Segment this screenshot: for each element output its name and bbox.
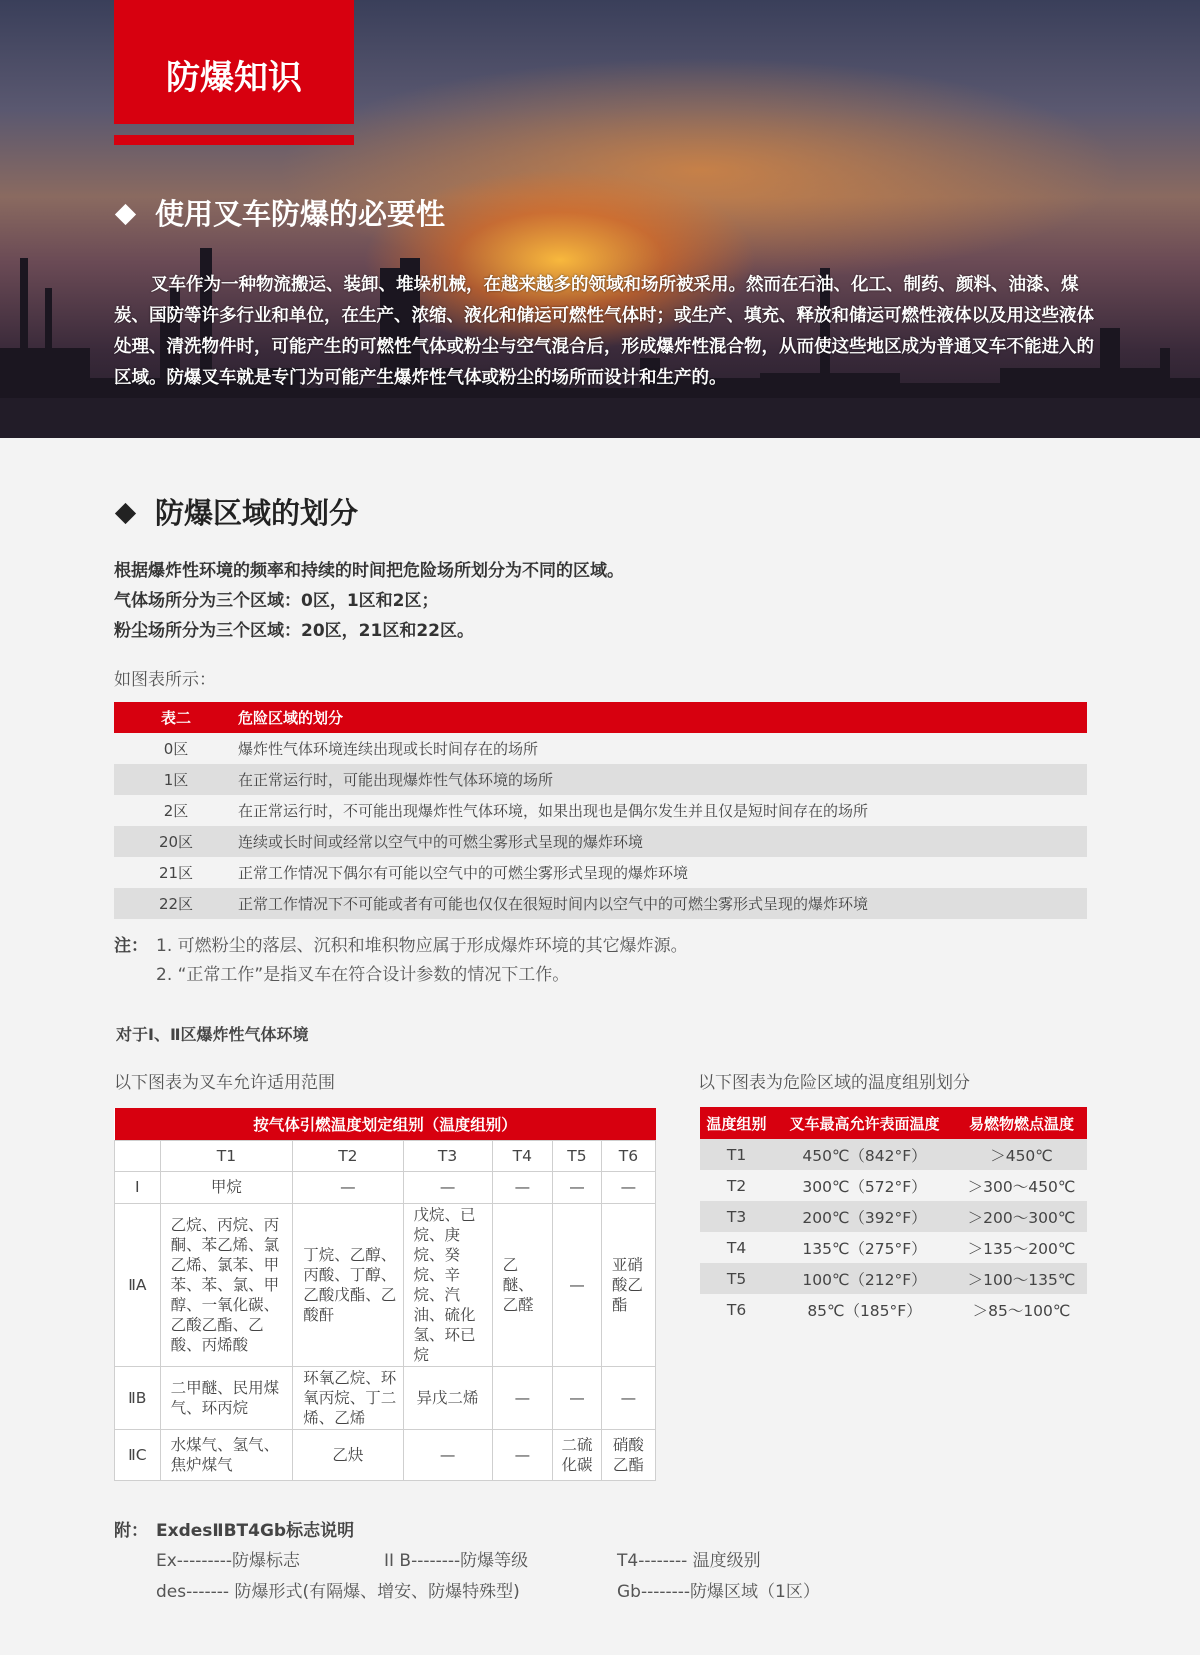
max-surface-temp: 450℃（842°F） xyxy=(773,1139,956,1170)
zone-table-row xyxy=(114,857,1087,888)
gas-substances: — xyxy=(601,1366,655,1429)
gas-substances: — xyxy=(553,1366,602,1429)
gas-group: ⅡC xyxy=(115,1429,161,1480)
banner-title-box xyxy=(114,0,354,124)
zone-table-row xyxy=(114,826,1087,857)
gas-table-column-header: T6 xyxy=(601,1140,655,1171)
temp-class: T3 xyxy=(700,1201,773,1232)
note-item: 1. 可燃粉尘的落层、沉积和堆积物应属于形成爆炸环境的其它爆炸源。 xyxy=(156,936,688,956)
appendix-item: Gb--------防爆区域（1区） xyxy=(617,1582,820,1602)
gas-substances: 丁烷、乙醇、丙酸、丁醇、乙酸戊酯、乙酸酐 xyxy=(293,1203,403,1366)
gas-group: Ⅰ xyxy=(115,1171,161,1203)
appendix-item: II B--------防爆等级 xyxy=(384,1551,529,1571)
temperature-class-table xyxy=(700,1107,1087,1325)
zone-table-row xyxy=(114,888,1087,919)
max-surface-temp: 100℃（212°F） xyxy=(773,1263,956,1294)
gas-table-title: 按气体引燃温度划定组别（温度组别） xyxy=(115,1108,656,1140)
gas-substances: 异戊二烯 xyxy=(403,1366,492,1429)
ignition-temp: ＞450℃ xyxy=(956,1139,1087,1170)
temp-class: T6 xyxy=(726,1300,747,1319)
gas-table-row xyxy=(115,1203,656,1366)
gas-substances: 环氧乙烷、环氧丙烷、丁二烯、乙烯 xyxy=(293,1366,403,1429)
gas-substances: — xyxy=(403,1429,492,1480)
temp-class: T5 xyxy=(700,1263,773,1294)
gas-substances: 乙烷、丙烷、丙酮、苯乙烯、氯乙烯、氯苯、甲苯、苯、氯、甲醇、一氧化碳、乙酸乙酯、乙酸、丙烯酸 xyxy=(160,1203,293,1366)
gas-substances: — xyxy=(492,1171,552,1203)
gas-table-row xyxy=(115,1171,656,1203)
gas-group-table xyxy=(114,1108,656,1481)
max-surface-temp: 85℃（185°F） xyxy=(807,1301,922,1320)
gas-substances: 二硫化碳 xyxy=(553,1429,602,1480)
hero-banner xyxy=(0,0,1200,438)
gas-group: ⅡA xyxy=(115,1203,161,1366)
diamond-bullet-icon xyxy=(115,203,136,224)
notes-label: 注： xyxy=(114,936,148,956)
gas-substances: 乙醚、乙醛 xyxy=(492,1203,552,1366)
intro-paragraph: 叉车作为一种物流搬运、装卸、堆垛机械，在越来越多的领域和场所被采用。然而在石油、化工、制药、颜料、油漆、煤炭、国防等许多行业和单位，在生产、浓缩、液化和储运可燃性气体时；或生产、填充、释放和储运可燃性液体以及用这些液体处理、清洗物件时，可能产生的可燃性气体或粉尘与空气混合后，形成爆炸性混合物，从而使这些地区成为普通叉车不能进入的区域。防爆叉车就是专门为可能产生爆炸性气体或粉尘的场所而设计和生产的。 xyxy=(114,275,1094,388)
gas-table-column-header: T1 xyxy=(160,1140,293,1171)
ignition-temp: ＞100～135℃ xyxy=(956,1263,1087,1294)
gas-substances: 亚硝酸乙酯 xyxy=(601,1203,655,1366)
gas-environment-heading: 对于Ⅰ、Ⅱ区爆炸性气体环境 xyxy=(116,1025,309,1044)
zone-table-row xyxy=(114,764,1087,795)
appendix-label: 附： xyxy=(114,1521,148,1541)
ignition-temp: ＞200～300℃ xyxy=(956,1201,1087,1232)
max-surface-temp: 200℃（392°F） xyxy=(773,1201,956,1232)
zone-description: 正常工作情况下偶尔有可能以空气中的可燃尘雾形式呈现的爆炸环境 xyxy=(238,864,689,882)
temp-table-row xyxy=(700,1294,1087,1325)
gas-table-column-header: T2 xyxy=(293,1140,403,1171)
temp-table-row xyxy=(700,1139,1087,1170)
temp-class: T4 xyxy=(726,1238,747,1257)
gas-substances: — xyxy=(553,1171,602,1203)
gas-substances: — xyxy=(492,1366,552,1429)
zone-name: 22区 xyxy=(114,888,238,919)
gas-substances: — xyxy=(403,1171,492,1203)
as-shown-label: 如图表所示： xyxy=(114,670,216,690)
zone-description: 在正常运行时，不可能出现爆炸性气体环境，如果出现也是偶尔发生并且仅是短时间存在的场所 xyxy=(238,802,869,820)
zone-intro-line: 根据爆炸性环境的频率和持续的时间把危险场所划分为不同的区域。 xyxy=(114,561,624,581)
temp-table-header: 温度组别 xyxy=(700,1107,773,1139)
gas-table-caption: 以下图表为叉车允许适用范围 xyxy=(114,1073,335,1093)
zone-table-header: 危险区域的划分 xyxy=(238,702,1087,733)
gas-substances: 乙炔 xyxy=(293,1429,403,1480)
zone-table-header: 表二 xyxy=(114,702,238,733)
zone-description: 在正常运行时，可能出现爆炸性气体环境的场所 xyxy=(238,764,1087,795)
appendix-item: des------- 防爆形式(有隔爆、增安、防爆特殊型) xyxy=(156,1582,520,1602)
ignition-temp: ＞300～450℃ xyxy=(967,1177,1076,1196)
zone-description: 爆炸性气体环境连续出现或长时间存在的场所 xyxy=(238,740,539,758)
zone-name: 20区 xyxy=(114,826,238,857)
temp-table-header: 叉车最高允许表面温度 xyxy=(773,1107,956,1139)
banner-stripe xyxy=(114,135,354,145)
gas-group: ⅡB xyxy=(115,1366,161,1429)
gas-table-row xyxy=(115,1366,656,1429)
ignition-temp: ＞85～100℃ xyxy=(972,1301,1071,1320)
gas-substances: — xyxy=(553,1203,602,1366)
gas-substances: 戊烷、已烷、庚烷、癸烷、辛烷、汽油、硫化氢、环已烷 xyxy=(403,1203,492,1366)
diamond-bullet-icon xyxy=(115,502,136,523)
note-item: 2. “正常工作”是指叉车在符合设计参数的情况下工作。 xyxy=(156,965,570,985)
zone-name: 0区 xyxy=(163,740,189,758)
max-surface-temp: 135℃（275°F） xyxy=(802,1239,927,1258)
dust-zones-line: 粉尘场所分为三个区域：20区，21区和22区。 xyxy=(114,621,474,641)
gas-substances: 甲烷 xyxy=(160,1171,293,1203)
temp-table-header: 易燃物燃点温度 xyxy=(956,1107,1087,1139)
zone-table xyxy=(114,702,1087,919)
zone-description: 连续或长时间或经常以空气中的可燃尘雾形式呈现的爆炸环境 xyxy=(238,826,1087,857)
gas-substances: 二甲醚、民用煤气、环丙烷 xyxy=(160,1366,293,1429)
appendix-title: ExdesⅡBT4Gb标志说明 xyxy=(156,1521,355,1541)
gas-table-column-header xyxy=(115,1140,161,1171)
banner-title: 防爆知识 xyxy=(166,58,302,98)
gas-substances: 硝酸乙酯 xyxy=(601,1429,655,1480)
section-heading-zones: 防爆区域的划分 xyxy=(114,495,358,531)
zone-name: 21区 xyxy=(158,864,194,882)
ignition-temp: ＞135～200℃ xyxy=(967,1239,1076,1258)
zone-name: 1区 xyxy=(114,764,238,795)
gas-substances: — xyxy=(293,1171,403,1203)
zone-table-row xyxy=(114,795,1087,826)
gas-zones-line: 气体场所分为三个区域：0区，1区和2区； xyxy=(114,591,439,611)
appendix-item: Ex---------防爆标志 xyxy=(156,1551,301,1571)
max-surface-temp: 300℃（572°F） xyxy=(802,1177,927,1196)
zone-description: 正常工作情况下不可能或者有可能也仅仅在很短时间内以空气中的可燃尘雾形式呈现的爆炸环境 xyxy=(238,888,1087,919)
gas-table-column-header: T3 xyxy=(403,1140,492,1171)
temp-table-row xyxy=(700,1263,1087,1294)
temp-table-row xyxy=(700,1170,1087,1201)
temp-table-row xyxy=(700,1201,1087,1232)
gas-table-row xyxy=(115,1429,656,1480)
zone-name: 2区 xyxy=(163,802,189,820)
temp-class: T1 xyxy=(700,1139,773,1170)
zone-table-row xyxy=(114,733,1087,764)
temp-class: T2 xyxy=(726,1176,747,1195)
gas-table-column-header: T4 xyxy=(492,1140,552,1171)
temp-table-caption: 以下图表为危险区域的温度组别划分 xyxy=(698,1073,970,1093)
gas-table-column-header: T5 xyxy=(553,1140,602,1171)
gas-substances: — xyxy=(492,1429,552,1480)
temp-table-row xyxy=(700,1232,1087,1263)
appendix-item: T4-------- 温度级别 xyxy=(617,1551,761,1571)
section-heading-necessity: 使用叉车防爆的必要性 xyxy=(114,196,445,232)
gas-substances: — xyxy=(601,1171,655,1203)
gas-substances: 水煤气、氢气、焦炉煤气 xyxy=(160,1429,293,1480)
